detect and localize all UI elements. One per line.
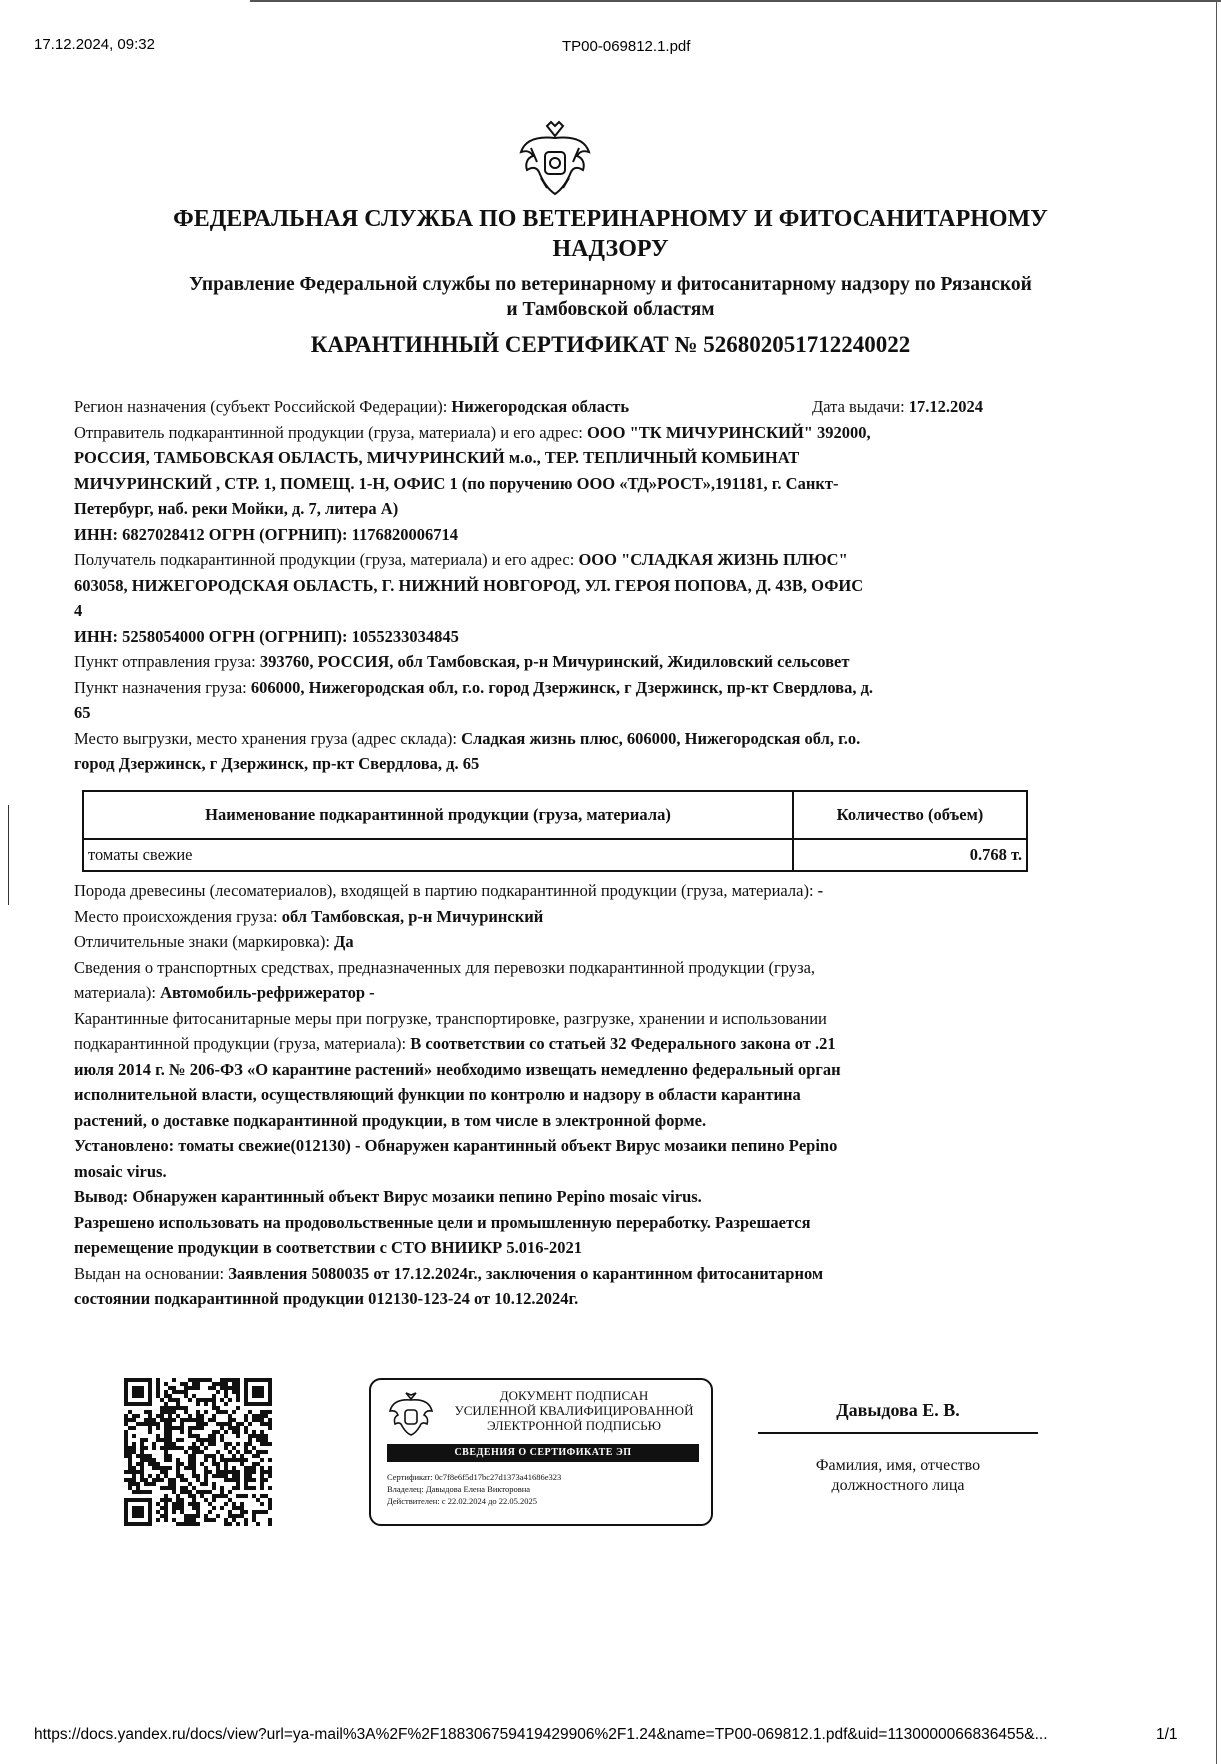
certificate-title: КАРАНТИННЫЙ СЕРТИФИКАТ № 526802051712240022 xyxy=(310,332,911,357)
recipient-value-1: ООО "СЛАДКАЯ ЖИЗНЬ ПЛЮС" xyxy=(578,550,848,569)
wood-value: - xyxy=(817,881,824,900)
unload-value-1: Сладкая жизнь плюс, 606000, Нижегородская обл, г.о. xyxy=(461,728,861,748)
stamp-cert-bar: СВЕДЕНИЯ О СЕРТИФИКАТЕ ЭП xyxy=(387,1444,699,1462)
electronic-signature-stamp xyxy=(369,1378,713,1526)
origin-label: Место происхождения груза: xyxy=(74,906,278,926)
dispatch-label: Пункт отправления груза: xyxy=(74,652,256,671)
stamp-line1: ДОКУМЕНТ ПОДПИСАН xyxy=(499,1388,649,1403)
product-quantity: 0.768 т. xyxy=(793,839,1027,871)
sender-value-4: Петербург, наб. реки Мойки, д. 7, литера А) xyxy=(74,499,399,518)
scan-left-mark xyxy=(8,805,9,905)
sender-inn: ИНН: 6827028412 ОГРН (ОГРНИП): 1176820006714 xyxy=(74,524,458,544)
department-line2: и Тамбовской областям xyxy=(506,299,715,320)
signature-caption xyxy=(758,1456,1038,1496)
signature-line xyxy=(758,1432,1038,1434)
signature-caption-1: Фамилия, имя, отчество xyxy=(815,1457,981,1474)
scan-top-edge xyxy=(250,0,1221,5)
print-filename: TP00-069812.1.pdf xyxy=(562,38,691,55)
col-quantity: Количество (объем) xyxy=(793,791,1027,839)
measures-value-1: В соответствии со статьей 32 Федерального закона от .21 xyxy=(410,1034,836,1053)
sender-value-3: МИЧУРИНСКИЙ , СТР. 1, ПОМЕЩ. 1-Н, ОФИС 1 (по поручению ООО «ТД»РОСТ»,191181, г. Санкт- xyxy=(74,473,839,493)
established-2: mosaic virus. xyxy=(74,1161,167,1181)
sender-value-1: ООО "ТК МИЧУРИНСКИЙ" 392000, xyxy=(586,422,871,442)
region-label: Регион назначения (субъект Российской Федерации): xyxy=(74,397,448,416)
russian-coat-of-arms-icon xyxy=(517,118,593,198)
table-row xyxy=(83,839,1027,871)
stamp-validity: Действителен: с 22.02.2024 до 22.05.2025 xyxy=(387,1496,538,1506)
goods-table-header xyxy=(83,791,1027,839)
stamp-emblem-icon xyxy=(387,1390,435,1436)
transport-value: Автомобиль-рефрижератор - xyxy=(160,983,375,1002)
recipient-value-2: 603058, НИЖЕГОРОДСКАЯ ОБЛАСТЬ, Г. НИЖНИЙ НОВГОРОД, УЛ. ГЕРОЯ ПОПОВА, Д. 43В, ОФИС xyxy=(74,575,864,595)
product-name: томаты свежие xyxy=(83,839,793,871)
print-url: https://docs.yandex.ru/docs/view?url=ya-mail%3A%2F%2F188306759419429906%2F1.24&name=TP00-069812.1.pdf&uid=1130000066836455&... xyxy=(34,1726,1048,1743)
marking-value: Да xyxy=(334,932,354,951)
signatory-name: Давыдова Е. В. xyxy=(836,1400,960,1420)
stamp-owner: Владелец: Давыдова Елена Викторовна xyxy=(387,1484,531,1494)
permitted-2: перемещение продукции в соответствии с СТО ВНИИКР 5.016-2021 xyxy=(74,1238,582,1257)
qr-code-icon xyxy=(124,1378,272,1526)
measures-value-2: июля 2014 г. № 206-ФЗ «О карантине растений» необходимо извещать немедленно федеральный орган xyxy=(74,1059,841,1079)
stamp-line3: ЭЛЕКТРОННОЙ ПОДПИСЬЮ xyxy=(487,1418,661,1433)
agency-title-line1: ФЕДЕРАЛЬНАЯ СЛУЖБА ПО ВЕТЕРИНАРНОМУ И ФИТОСАНИТАРНОМУ xyxy=(173,206,1048,232)
department-line1: Управление Федеральной службы по ветеринарному и фитосанитарному надзору по Рязанской xyxy=(189,274,1032,295)
signature-caption-2: должностного лица xyxy=(831,1477,965,1494)
basis-value-2: состоянии подкарантинной продукции 012130-123-24 от 10.12.2024г. xyxy=(74,1289,579,1308)
recipient-label: Получатель подкарантинной продукции (груза, материала) и его адрес: xyxy=(74,550,575,569)
unload-label: Место выгрузки, место хранения груза (адрес склада): xyxy=(74,728,457,748)
stamp-cert-number: Сертификат: 0c7f8e6f5d17bc27d1373a41686e323 xyxy=(387,1472,562,1482)
origin-value: обл Тамбовская, р-н Мичуринский xyxy=(281,906,544,926)
destination-value-1: 606000, Нижегородская обл, г.о. город Дзержинск, г Дзержинск, пр-кт Свердлова, д. xyxy=(250,677,874,697)
region-value: Нижегородская область xyxy=(451,397,630,416)
scan-right-edge xyxy=(1216,0,1217,1764)
certificate-info xyxy=(74,394,1034,777)
measures-label-1: Карантинные фитосанитарные меры при погрузке, транспортировке, разгрузке, хранении и использовании xyxy=(74,1008,827,1028)
recipient-value-3: 4 xyxy=(74,601,83,620)
measures-value-4: растений, о доставке подкарантинной продукции, в том числе в электронной форме. xyxy=(74,1110,707,1130)
destination-label: Пункт назначения груза: xyxy=(74,677,247,697)
destination-value-2: 65 xyxy=(74,703,91,722)
measures-label-2: подкарантинной продукции (груза, материала): xyxy=(74,1034,407,1053)
sender-value-2: РОССИЯ, ТАМБОВСКАЯ ОБЛАСТЬ, МИЧУРИНСКИЙ м.о., ТЕР. ТЕПЛИЧНЫЙ КОМБИНАТ xyxy=(74,448,800,467)
goods-table xyxy=(82,790,1028,872)
measures-value-3: исполнительной власти, осуществляющий функции по контролю и надзору в области карантина xyxy=(74,1085,801,1104)
basis-label: Выдан на основании: xyxy=(74,1263,225,1283)
basis-value-1: Заявления 5080035 от 17.12.2024г., заключения о карантинном фитосанитарном xyxy=(228,1263,824,1283)
certificate-details xyxy=(74,878,1034,1312)
transport-label-1: Сведения о транспортных средствах, предназначенных для перевозки подкарантинной продукции (груза, xyxy=(74,957,816,977)
agency-title-line2: НАДЗОРУ xyxy=(552,236,669,262)
sender-label: Отправитель подкарантинной продукции (груза, материала) и его адрес: xyxy=(74,422,583,442)
print-page-number: 1/1 xyxy=(1156,1726,1178,1743)
unload-value-2: город Дзержинск, г Дзержинск, пр-кт Свердлова, д. 65 xyxy=(74,754,480,773)
permitted-1: Разрешено использовать на продовольственные цели и промышленную переработку. Разрешается xyxy=(74,1212,811,1232)
wood-label: Порода древесины (лесоматериалов), входящей в партию подкарантинной продукции (груза, материала): xyxy=(74,881,814,900)
established-1: Установлено: томаты свежие(012130) - Обнаружен карантинный объект Вирус мозаики пепино Pepino xyxy=(74,1136,838,1155)
issue-date-value: 17.12.2024 xyxy=(908,397,984,416)
dispatch-value: 393760, РОССИЯ, обл Тамбовская, р-н Мичуринский, Жидиловский сельсовет xyxy=(259,652,850,671)
print-datetime: 17.12.2024, 09:32 xyxy=(34,36,155,53)
conclusion: Вывод: Обнаружен карантинный объект Вирус мозаики пепино Pepino mosaic virus. xyxy=(74,1187,702,1206)
stamp-line2: УСИЛЕННОЙ КВАЛИФИЦИРОВАННОЙ xyxy=(454,1403,694,1418)
transport-label-2: материала): xyxy=(74,983,156,1002)
issue-date-label: Дата выдачи: xyxy=(812,397,905,416)
marking-label: Отличительные знаки (маркировка): xyxy=(74,932,330,951)
col-product-name: Наименование подкарантинной продукции (груза, материала) xyxy=(83,791,793,839)
recipient-inn: ИНН: 5258054000 ОГРН (ОГРНИП): 1055233034845 xyxy=(74,626,459,646)
